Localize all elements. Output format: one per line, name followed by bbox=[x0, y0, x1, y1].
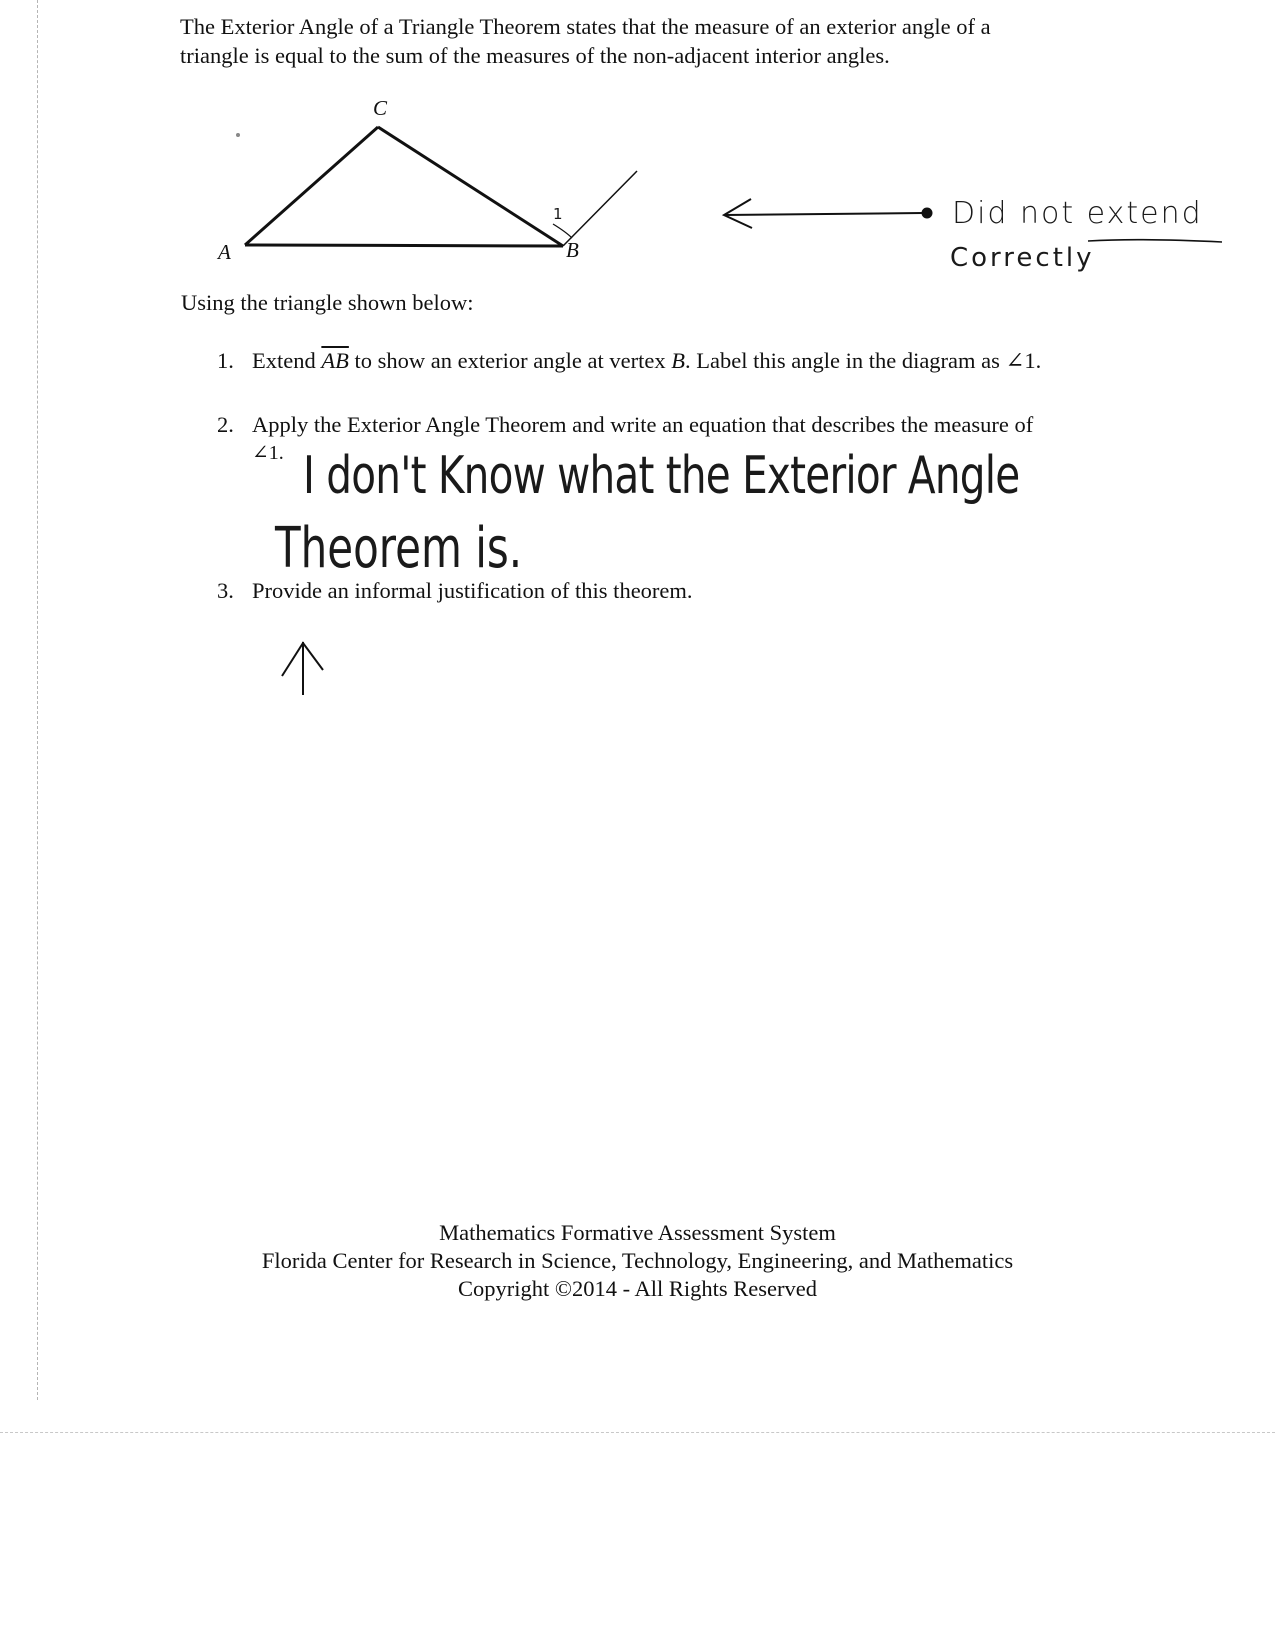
question-3-text: Provide an informal justification of this theorem. bbox=[252, 578, 693, 603]
question-2-text-line2: ∠1. bbox=[252, 442, 284, 464]
segment-ab: $\overline{AB}$ bbox=[321, 348, 349, 373]
footer-organization: Florida Center for Research in Science, Technology, Engineering, and Mathematics bbox=[261, 1248, 1014, 1273]
q1-text-pre: Extend bbox=[252, 348, 322, 373]
student-up-arrow bbox=[282, 642, 323, 695]
angle-label-1: 1 bbox=[553, 205, 563, 223]
footer-system-name: Mathematics Formative Assessment System bbox=[439, 1220, 836, 1245]
theorem-statement: The Exterior Angle of a Triangle Theorem states that the measure of an exterior angle of a triangle is equal to the sum of the measures of the non-adjacent interior angles. bbox=[180, 14, 991, 68]
footer-copyright: Copyright ©2014 - All Rights Reserved bbox=[458, 1276, 817, 1301]
side-ac bbox=[245, 127, 378, 245]
instruction-text: Using the triangle shown below: bbox=[181, 290, 474, 315]
teacher-note-line1: Did not extend bbox=[952, 196, 1203, 231]
question-2-number: 2. bbox=[217, 412, 234, 437]
vertex-label-c: C bbox=[373, 96, 388, 120]
student-answer-line1: I don't Know what the Exterior Angle bbox=[303, 446, 1020, 506]
question-1-number: 1. bbox=[217, 348, 234, 373]
teacher-note-underline bbox=[1088, 240, 1222, 242]
angle-arc-mark bbox=[553, 224, 572, 238]
side-ab bbox=[245, 245, 563, 246]
student-answer-line2: Theorem is. bbox=[275, 516, 523, 581]
scan-fold-line bbox=[0, 1432, 1275, 1433]
teacher-arrow bbox=[724, 199, 932, 228]
teacher-note-line2: Correctly bbox=[950, 243, 1095, 273]
scan-speck bbox=[236, 133, 240, 137]
question-3-number: 3. bbox=[217, 578, 234, 603]
q1-text-mid: to show an exterior angle at vertex bbox=[348, 348, 672, 373]
side-cb bbox=[378, 127, 563, 246]
student-extension-line bbox=[563, 171, 637, 246]
triangle-abc bbox=[245, 127, 563, 246]
question-1-text bbox=[252, 346, 1041, 376]
question-2-text-line1: Apply the Exterior Angle Theorem and write an equation that describes the measure of bbox=[252, 412, 1034, 437]
q1-vertex: B bbox=[671, 348, 685, 373]
q1-text-post: . Label this angle in the diagram as ∠1. bbox=[685, 348, 1042, 373]
vertex-label-b: B bbox=[566, 238, 579, 262]
vertex-label-a: A bbox=[218, 240, 231, 264]
